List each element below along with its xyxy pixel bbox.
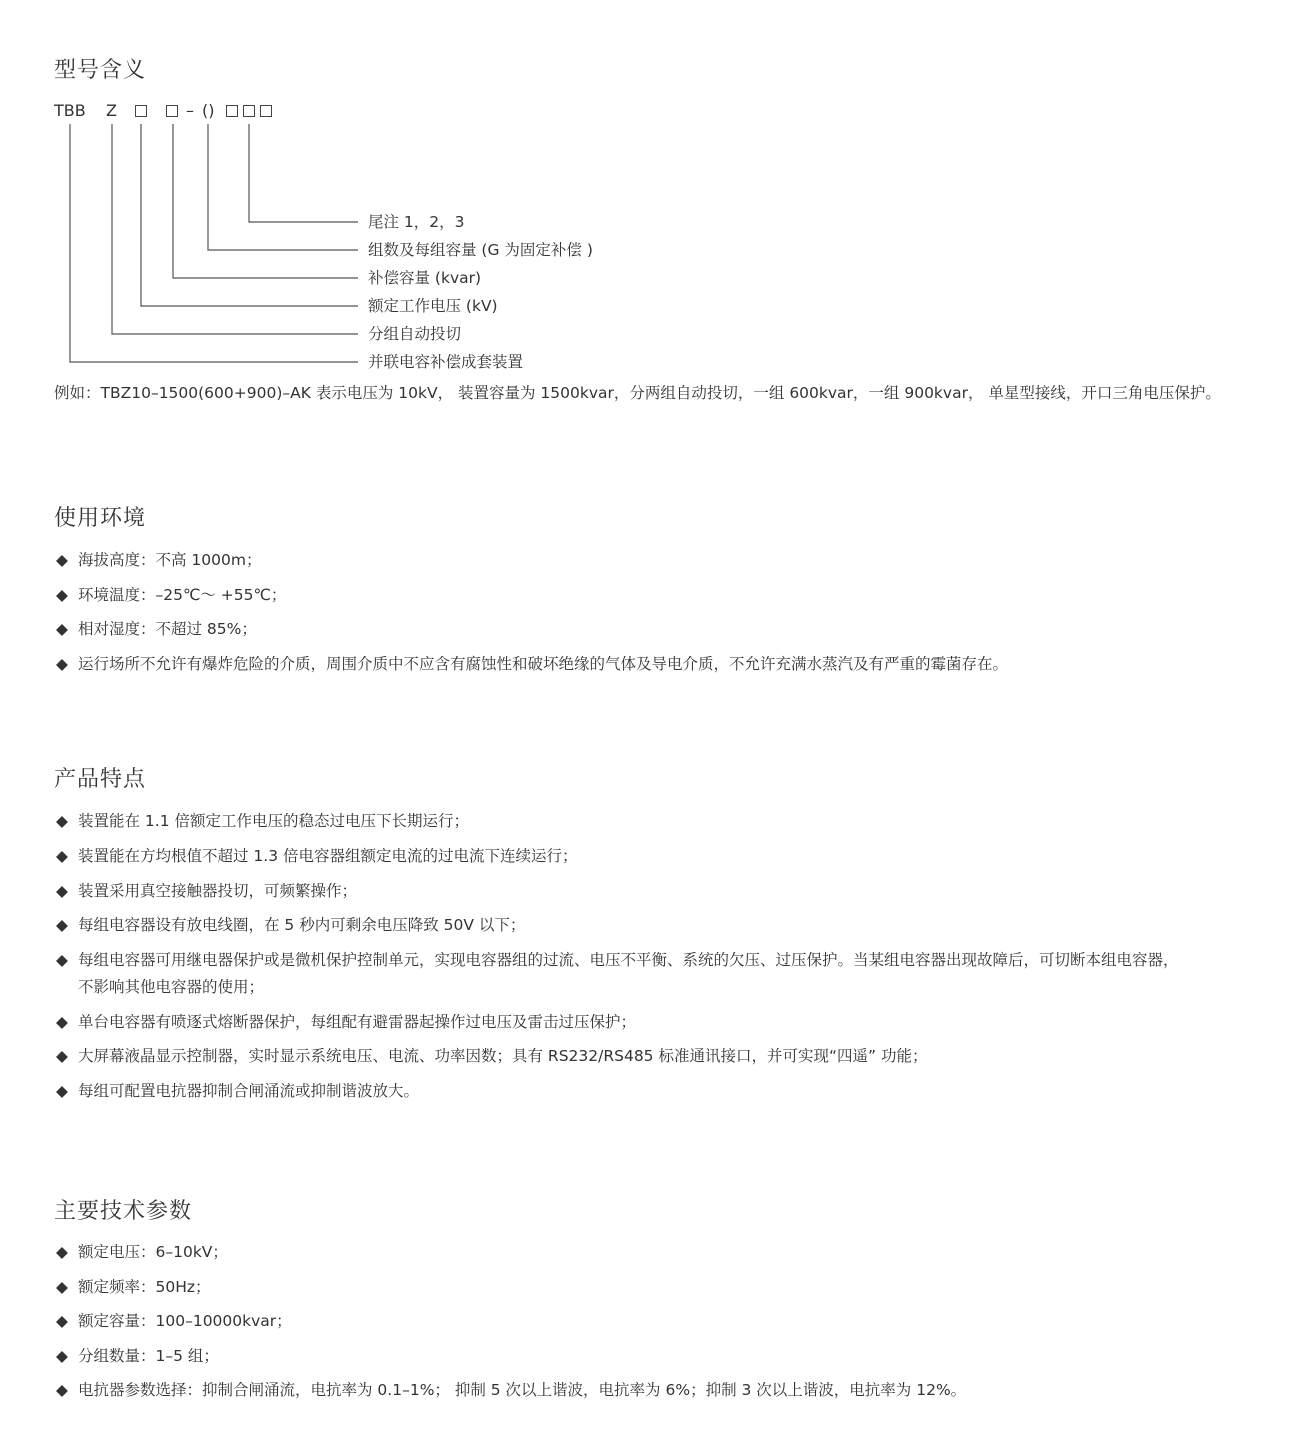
section-title-features: 产品特点: [54, 767, 147, 792]
diamond-bullet-icon: ◆: [56, 1312, 68, 1330]
list-item: ◆ 额定频率：50Hz；: [56, 1274, 211, 1301]
label-auto-switching: 分组自动投切: [368, 325, 462, 343]
connector-line-capacity: [173, 124, 358, 278]
diamond-bullet-icon: ◆: [56, 1047, 68, 1065]
list-item: ◆ 运行场所不允许有爆炸危险的介质，周围介质中不应含有腐蚀性和破坏绝缘的气体及导电介质，不允许充满水蒸汽及有严重的霉菌存在。: [56, 651, 1008, 678]
list-item: ◆ 海拔高度：不高 1000m；: [56, 547, 261, 574]
diamond-bullet-icon: ◆: [56, 1278, 68, 1296]
list-item: ◆ 装置能在 1.1 倍额定工作电压的稳态过电压下长期运行；: [56, 808, 469, 835]
diamond-bullet-icon: ◆: [56, 1082, 68, 1100]
diamond-bullet-icon: ◆: [56, 882, 68, 900]
connector-line-auto-switch: [112, 124, 358, 334]
list-item: ◆ 每组电容器可用继电器保护或是微机保护控制单元，实现电容器组的过流、电压不平衡、系统的欠压、过压保护。当某组电容器出现故障后，可切断本组电容器， 不影响其他电容器的使用；: [56, 947, 1179, 1001]
list-item-continuation: 不影响其他电容器的使用；: [78, 978, 265, 996]
model-example: 例如：TBZ10–1500(600+900)–AK 表示电压为 10kV， 装置容量为 1500kvar，分两组自动投切，一组 600kvar，一组 900kvar， 单星型接线，开口三角电压保护。: [54, 384, 1221, 402]
diamond-bullet-icon: ◆: [56, 655, 68, 673]
list-item: ◆ 装置能在方均根值不超过 1.3 倍电容器组额定电流的过电流下连续运行；: [56, 843, 578, 870]
label-compensation-capacity: 补偿容量 (kvar): [368, 269, 482, 287]
diamond-bullet-icon: ◆: [56, 551, 68, 569]
list-item: ◆ 大屏幕液晶显示控制器，实时显示系统电压、电流、功率因数；具有 RS232/RS485 标准通讯接口，并可实现“四遥” 功能；: [56, 1043, 927, 1070]
diamond-bullet-icon: ◆: [56, 1347, 68, 1365]
section-title-parameters: 主要技术参数: [54, 1199, 193, 1224]
diamond-bullet-icon: ◆: [56, 1243, 68, 1261]
list-item: ◆ 每组电容器设有放电线圈，在 5 秒内可剩余电压降致 50V 以下；: [56, 912, 525, 939]
connector-line-footnote: [249, 124, 358, 222]
diamond-bullet-icon: ◆: [56, 812, 68, 830]
diamond-bullet-icon: ◆: [56, 586, 68, 604]
label-groups-capacity: 组数及每组容量 (G 为固定补偿 ): [368, 241, 593, 259]
list-item: ◆ 电抗器参数选择：抑制合闸涌流，电抗率为 0.1–1%； 抑制 5 次以上谐波，电抗率为 6%；抑制 3 次以上谐波，电抗率为 12%。: [56, 1377, 966, 1404]
list-item: ◆ 额定容量：100–10000kvar；: [56, 1308, 292, 1335]
connector-line-groups: [208, 124, 358, 250]
code-dash: –: [186, 101, 194, 120]
section-title-environment: 使用环境: [54, 506, 147, 531]
list-item: ◆ 额定电压：6–10kV；: [56, 1239, 228, 1266]
section-title-model-meaning: 型号含义: [54, 58, 147, 83]
diamond-bullet-icon: ◆: [56, 620, 68, 638]
code-paren: (): [202, 101, 215, 120]
diamond-bullet-icon: ◆: [56, 916, 68, 934]
label-rated-voltage: 额定工作电压 (kV): [368, 297, 498, 315]
list-item: ◆ 分组数量：1–5 组；: [56, 1343, 219, 1370]
connector-lines: [0, 0, 380, 380]
label-parallel-compensation: 并联电容补偿成套装置: [368, 353, 524, 371]
code-tbb: TBB: [54, 101, 86, 120]
list-item: ◆ 单台电容器有喷逐式熔断器保护，每组配有避雷器起操作过电压及雷击过压保护；: [56, 1009, 636, 1036]
diamond-bullet-icon: ◆: [56, 1381, 68, 1399]
diamond-bullet-icon: ◆: [56, 847, 68, 865]
list-item: ◆ 环境温度：–25℃～ +55℃；: [56, 582, 286, 609]
connector-line-tbb: [70, 124, 358, 362]
diamond-bullet-icon: ◆: [56, 951, 68, 969]
list-item: ◆ 每组可配置电抗器抑制合闸涌流或抑制谐波放大。: [56, 1078, 419, 1105]
list-item: ◆ 相对湿度：不超过 85%；: [56, 616, 257, 643]
label-footnote: 尾注 1，2，3: [368, 213, 465, 231]
code-z: Z: [106, 101, 117, 120]
diamond-bullet-icon: ◆: [56, 1013, 68, 1031]
list-item: ◆ 装置采用真空接触器投切，可频繁操作；: [56, 878, 357, 905]
